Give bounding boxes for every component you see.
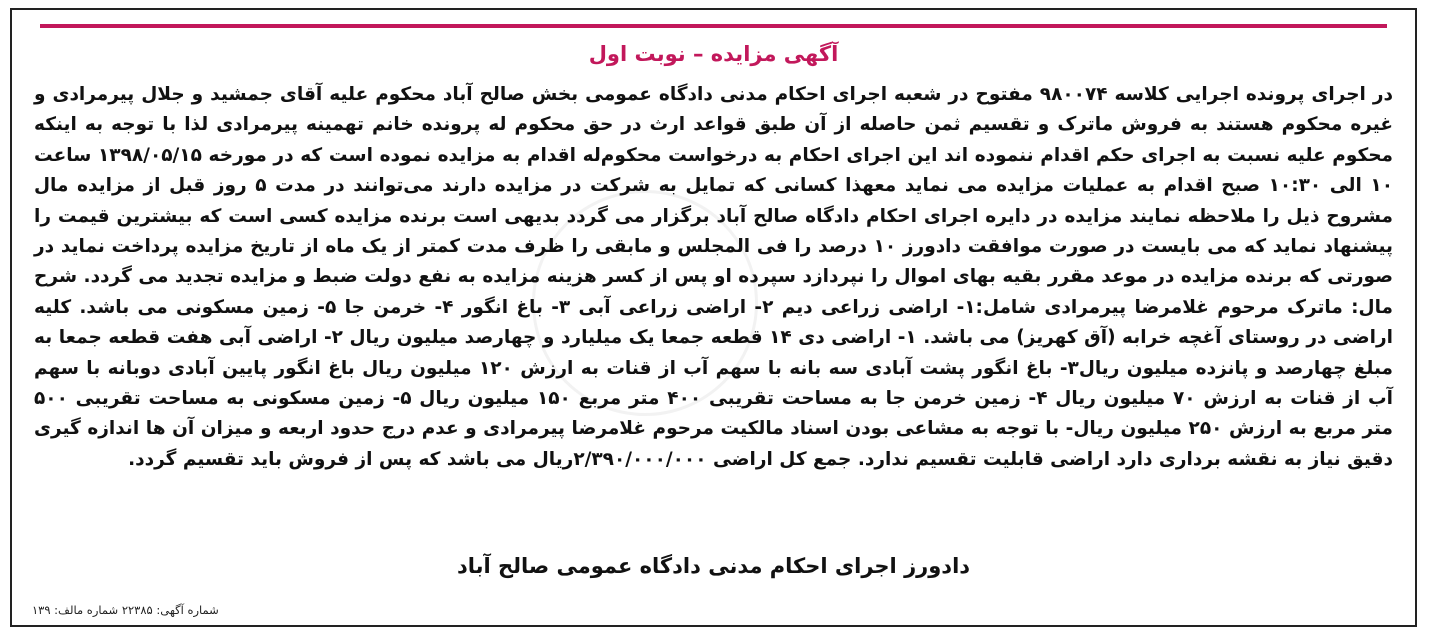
accent-top-line xyxy=(40,24,1387,28)
notice-title: آگهی مزایده – نوبت اول xyxy=(588,42,839,66)
notice-footer-number: شماره آگهی: ۲۲۳۸۵ شماره مالف: ۱۳۹ xyxy=(32,603,219,617)
notice-signature: دادورز اجرای احکام مدنی دادگاه عمومی صالح آباد xyxy=(456,554,971,578)
notice-frame xyxy=(10,8,1417,627)
notice-paragraph: در اجرای پرونده اجرایی کلاسه ۹۸۰۰۷۴ مفتوح در شعبه اجرای احکام مدنی دادگاه عمومی بخش صالح آباد محکوم علیه آقای جمشید و جلال پیرمرادی و غیره محکوم هستند به فروش ماترک و تقسیم ثمن حاصله از آن طبق قواعد ارث در حق محکوم له پرونده خانم تهمینه پیرمرادی لذا با توجه به اینکه محکوم علیه نسبت به اجرای حکم اقدام ننموده اند این اجرای احکام به درخواست محکوم‌له اقدام به مزایده نموده است که در مورخه ۱۳۹۸/۰۵/۱۵ ساعت ۱۰ الی ۱۰:۳۰ صبح اقدام به عملیات مزایده می نماید معهذا کسانی که تمایل به شرکت در مزایده دارند می‌توانند در مدت ۵ روز قبل از مزایده مال مشروح ذیل را ملاحظه نمایند مزایده در دایره اجرای احکام دادگاه صالح آباد برگزار می گردد بدیهی است برنده مزایده کسی است که بیشترین قیمت را پیشنهاد نماید که می بایست در صورت موافقت دادورز ۱۰ درصد را فی المجلس و مابقی را ظرف مدت کمتر از یک ماه از تاریخ مزایده پرداخت نماید در صورتی که برنده مزایده در موعد مقرر بقیه بهای اموال را نپردازد سپرده او پس از کسر هزینه مزایده به نفع دولت ضبط و مزایده تجدید می گردد. شرح مال: ماترک مرحوم غلامرضا پیرمرادی شامل:۱- اراضی زراعی دیم ۲- اراضی زراعی آبی ۳- باغ انگور ۴- خرمن جا ۵- زمین مسکونی می باشد. کلیه اراضی در روستای آغچه خرابه (آق کهریز) می باشد. ۱- اراضی دی ۱۴ قطعه جمعا یک میلیارد و چهارصد میلیون ریال ۲- اراضی آبی هفت قطعه جمعا به مبلغ چهارصد و پانزده میلیون ریال۳- باغ انگور پشت آبادی سه بانه با سهم آب از قنات به ارزش ۱۲۰ میلیون ریال باغ انگور پایین آبادی دوبانه با سهم آب از قنات به ارزش ۷۰ میلیون ریال ۴- زمین خرمن جا به مساحت تقریبی ۴۰۰ متر مربع ۱۵۰ میلیون ریال ۵- زمین مسکونی به مساحت تقریبی ۵۰۰ متر مربع به ارزش ۲۵۰ میلیون ریال- با توجه به مشاعی بودن اسناد مالکیت مرحوم غلامرضا پیرمرادی و عدم درج حدود اربعه و میزان آن ها اندازه گیری دقیق نیاز به نقشه برداری دارد اراضی قابلیت تقسیم ندارد. جمع کل اراضی ۲/۳۹۰/۰۰۰/۰۰۰ریال می باشد که پس از فروش باید تقسیم گردد. xyxy=(34,84,1393,470)
notice-body xyxy=(34,80,1393,475)
